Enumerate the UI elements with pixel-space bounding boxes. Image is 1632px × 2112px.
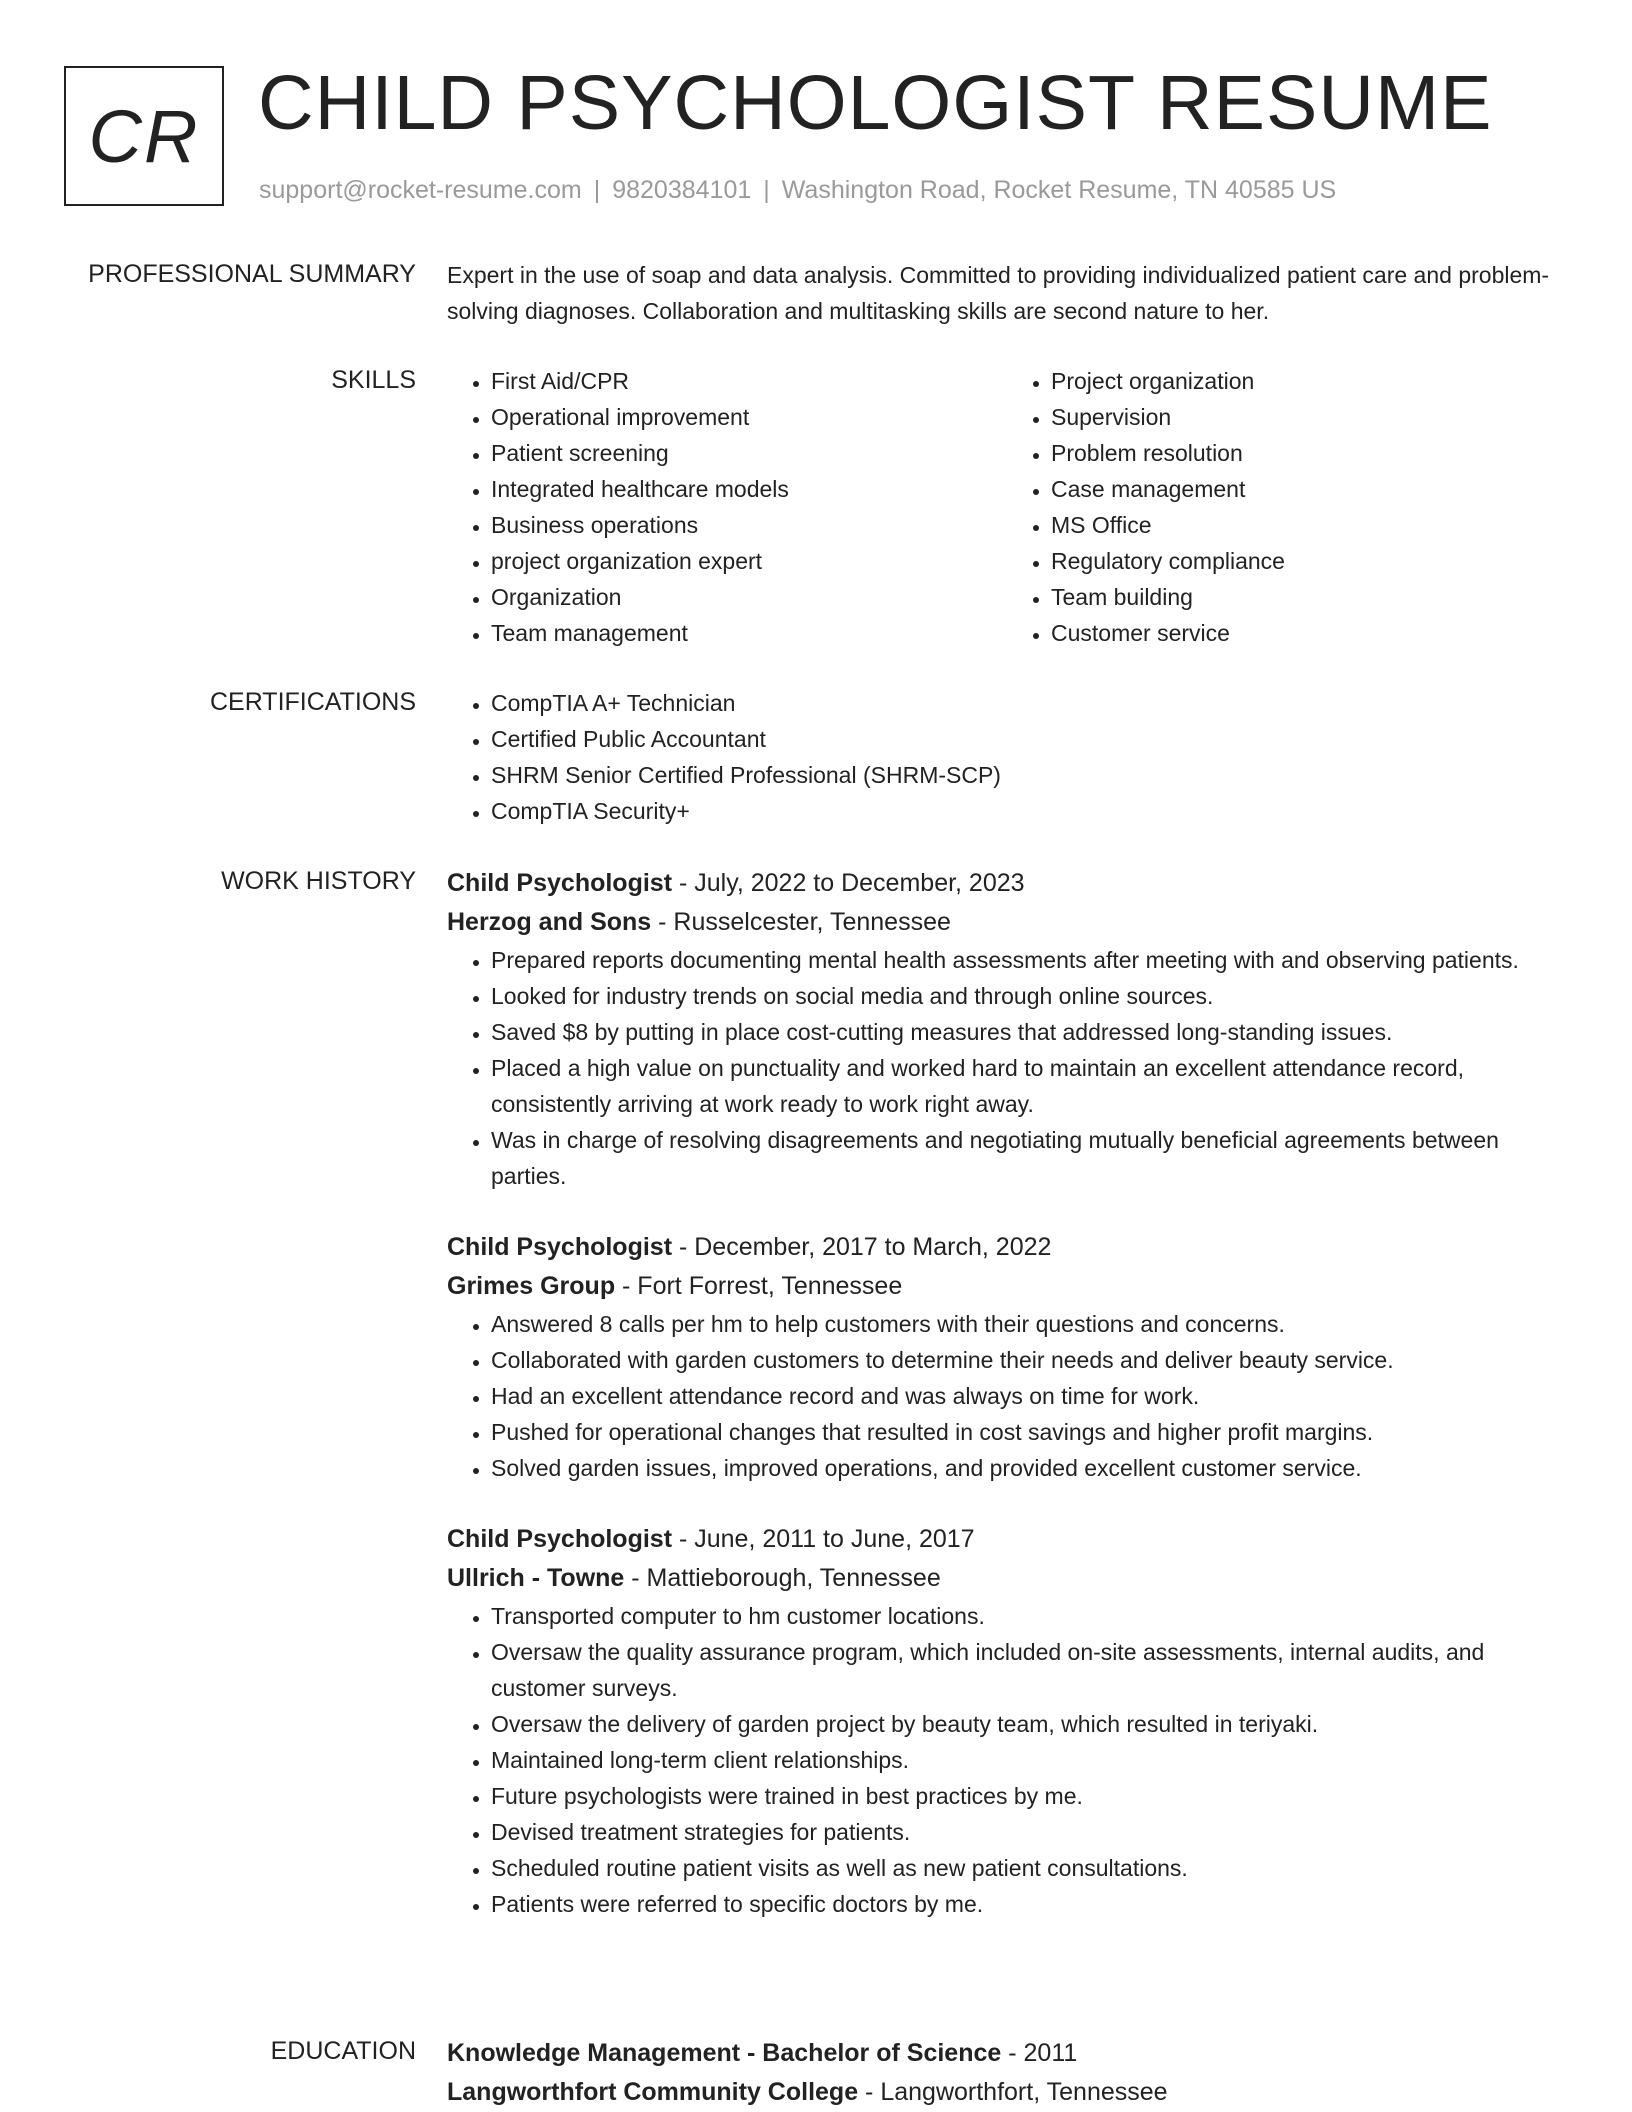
- job-dates: - December, 2017 to March, 2022: [672, 1233, 1052, 1261]
- education-year: - 2011: [1001, 2039, 1078, 2067]
- skill-item: • Team building: [1051, 579, 1567, 615]
- skills-body: [447, 363, 1567, 651]
- contact-line: [259, 176, 1336, 205]
- section-label: PROFESSIONAL SUMMARY: [88, 260, 416, 288]
- contact-email[interactable]: support@rocket-resume.com: [259, 176, 582, 204]
- job-bullet: • Answered 8 calls per hm to help customers with their questions and concerns.: [491, 1306, 1567, 1342]
- job-dates: - July, 2022 to December, 2023: [672, 869, 1025, 897]
- job-bullet: • Was in charge of resolving disagreements and negotiating mutually beneficial agreements between parties.: [491, 1122, 1567, 1194]
- job-bullet: • Solved garden issues, improved operations, and provided excellent customer service.: [491, 1450, 1567, 1486]
- skill-item: • Business operations: [491, 507, 1007, 543]
- job-bullet: • Transported computer to hm customer locations.: [491, 1598, 1567, 1634]
- contact-separator: |: [763, 176, 770, 204]
- job-bullet: • Prepared reports documenting mental health assessments after meeting with and observing patients.: [491, 942, 1567, 978]
- job-company-line: [447, 1267, 1567, 1306]
- skill-item: • Supervision: [1051, 399, 1567, 435]
- job-entry: [447, 1228, 1567, 1486]
- certification-item: • Certified Public Accountant: [491, 721, 1567, 757]
- contact-separator: |: [593, 176, 601, 204]
- job-title: Child Psychologist: [447, 1525, 673, 1553]
- certification-item: • CompTIA A+ Technician: [491, 685, 1567, 721]
- section-label: EDUCATION: [270, 2037, 416, 2065]
- skills-list-right: [1007, 363, 1567, 651]
- job-company-line: [447, 903, 1567, 942]
- skill-item: • Operational improvement: [491, 399, 1007, 435]
- skill-item: • Team management: [491, 615, 1007, 651]
- page-title: CHILD PSYCHOLOGIST RESUME: [258, 60, 1493, 146]
- job-entry: [447, 1520, 1567, 1922]
- education-degree: Knowledge Management - Bachelor of Science: [447, 2039, 1002, 2067]
- skill-item: • Case management: [1051, 471, 1567, 507]
- skill-item: • First Aid/CPR: [491, 363, 1007, 399]
- job-bullets: [447, 942, 1567, 1194]
- skill-item: • Customer service: [1051, 615, 1567, 651]
- job-bullet: • Devised treatment strategies for patients.: [491, 1814, 1567, 1850]
- skill-item: • Patient screening: [491, 435, 1007, 471]
- education-degree-line: [447, 2034, 1567, 2073]
- skills-grid: [447, 363, 1567, 651]
- education-location: - Langworthfort, Tennessee: [858, 2078, 1168, 2106]
- job-title-line: [447, 1228, 1567, 1267]
- certifications-list: [447, 685, 1567, 829]
- job-location: - Fort Forrest, Tennessee: [615, 1272, 903, 1300]
- job-company: Herzog and Sons: [447, 908, 652, 936]
- summary-body: [447, 257, 1567, 329]
- job-bullet: • Pushed for operational changes that resulted in cost savings and higher profit margins.: [491, 1414, 1567, 1450]
- certifications-body: [447, 685, 1567, 829]
- job-location: - Russelcester, Tennessee: [651, 908, 951, 936]
- job-company: Grimes Group: [447, 1272, 616, 1300]
- job-title-line: [447, 1520, 1567, 1559]
- job-title: Child Psychologist: [447, 869, 673, 897]
- job-entry: [447, 864, 1567, 1194]
- job-bullet: • Future psychologists were trained in best practices by me.: [491, 1778, 1567, 1814]
- job-company-line: [447, 1559, 1567, 1598]
- skill-item: • Integrated healthcare models: [491, 471, 1007, 507]
- contact-address: Washington Road, Rocket Resume, TN 40585 US: [781, 176, 1337, 204]
- job-bullet: • Oversaw the quality assurance program, which included on-site assessments, internal audits, and customer surveys.: [491, 1634, 1567, 1706]
- job-bullet: • Scheduled routine patient visits as well as new patient consultations.: [491, 1850, 1567, 1886]
- monogram-logo: CR: [64, 66, 224, 206]
- skills-list-left: [447, 363, 1007, 651]
- education-body: [447, 2034, 1567, 2112]
- job-bullet: • Collaborated with garden customers to determine their needs and deliver beauty service.: [491, 1342, 1567, 1378]
- section-label: CERTIFICATIONS: [209, 688, 416, 716]
- work-history-body: [447, 864, 1567, 1956]
- job-bullets: [447, 1306, 1567, 1486]
- skill-item: • project organization expert: [491, 543, 1007, 579]
- job-bullet: • Patients were referred to specific doctors by me.: [491, 1886, 1567, 1922]
- skill-item: • Regulatory compliance: [1051, 543, 1567, 579]
- skill-item: • Problem resolution: [1051, 435, 1567, 471]
- summary-text: Expert in the use of soap and data analysis. Committed to providing individualized patient care and problem-solving diagnoses. Collaboration and multitasking skills are second nature to her.: [447, 262, 1550, 324]
- job-bullet: • Looked for industry trends on social media and through online sources.: [491, 978, 1567, 1014]
- job-bullet: • Had an excellent attendance record and was always on time for work.: [491, 1378, 1567, 1414]
- skill-item: • Project organization: [1051, 363, 1567, 399]
- education-school-line: [447, 2073, 1567, 2112]
- job-bullets: [447, 1598, 1567, 1922]
- skill-item: • MS Office: [1051, 507, 1567, 543]
- job-bullet: • Maintained long-term client relationships.: [491, 1742, 1567, 1778]
- section-label: SKILLS: [331, 366, 416, 394]
- job-title-line: [447, 864, 1567, 903]
- section-label: WORK HISTORY: [221, 867, 416, 895]
- certification-item: • CompTIA Security+: [491, 793, 1567, 829]
- skill-item: • Organization: [491, 579, 1007, 615]
- job-bullet: • Saved $8 by putting in place cost-cutting measures that addressed long-standing issues.: [491, 1014, 1567, 1050]
- certification-item: • SHRM Senior Certified Professional (SHRM-SCP): [491, 757, 1567, 793]
- education-school: Langworthfort Community College: [447, 2078, 859, 2106]
- job-bullet: • Oversaw the delivery of garden project by beauty team, which resulted in teriyaki.: [491, 1706, 1567, 1742]
- job-company: Ullrich - Towne: [447, 1564, 625, 1592]
- job-title: Child Psychologist: [447, 1233, 673, 1261]
- job-dates: - June, 2011 to June, 2017: [672, 1525, 975, 1553]
- job-bullet: • Placed a high value on punctuality and worked hard to maintain an excellent attendance record, consistently arriving at work ready to work right away.: [491, 1050, 1567, 1122]
- job-location: - Mattieborough, Tennessee: [624, 1564, 941, 1592]
- contact-phone[interactable]: 9820384101: [612, 176, 752, 204]
